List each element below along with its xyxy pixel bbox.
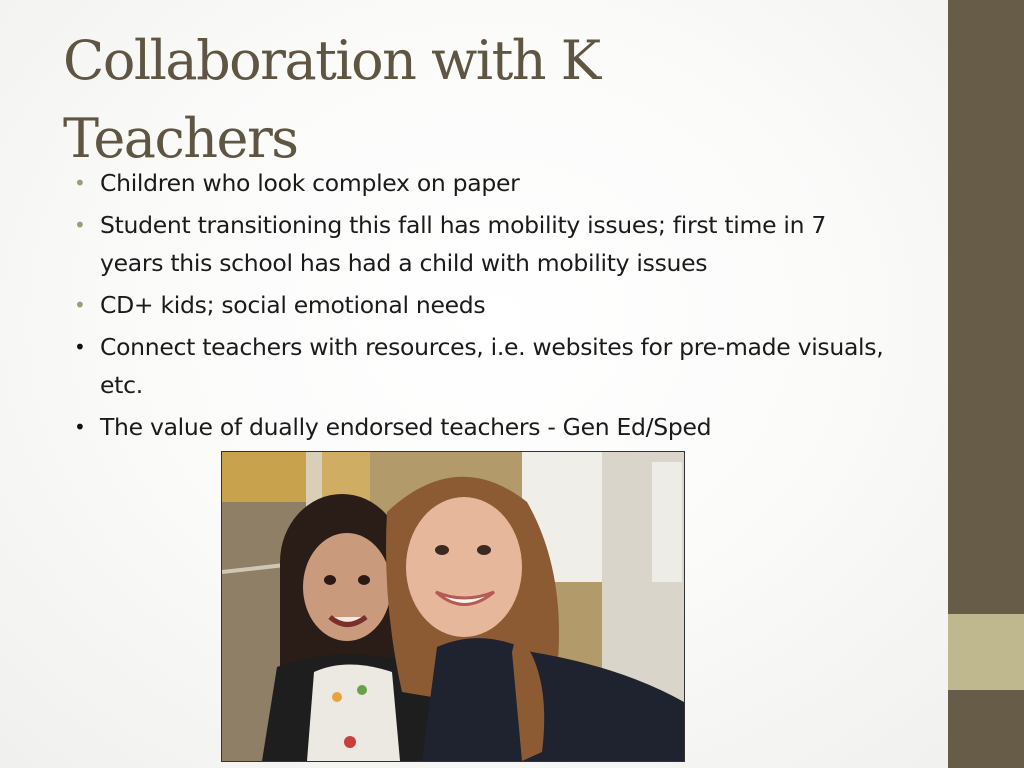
bullet-list [74, 164, 889, 450]
slide-title-line-1: Collaboration with K [63, 29, 600, 92]
photo-shirt-dot [332, 692, 342, 702]
bullet-item [74, 408, 889, 446]
bullet-item [74, 286, 889, 324]
photo-woman-eye-left [435, 545, 449, 555]
bullet-dot-icon: • [74, 213, 86, 237]
bullet-text: The value of dually endorsed teachers - Gen Ed/Sped [100, 413, 712, 441]
bullet-dot-icon: • [74, 415, 86, 439]
photo-wood-panel [222, 452, 312, 502]
sidebar-accent-block [948, 614, 1024, 690]
slide-title-line-2: Teachers [63, 107, 298, 170]
bullet-item [74, 164, 889, 202]
bullet-dot-icon: • [74, 293, 86, 317]
bullet-item [74, 328, 889, 404]
bullet-item [74, 206, 889, 282]
bullet-text: Student transitioning this fall has mobility issues; first time in 7 years this school has had a child with mobility issues [100, 211, 827, 277]
photo-teacher-and-student [221, 451, 685, 762]
photo-girl-eye-left [324, 575, 336, 585]
photo-shirt-dot [357, 685, 367, 695]
slide-title [63, 22, 823, 178]
photo-shirt-heart [344, 736, 356, 748]
photo-woman-face [406, 497, 522, 637]
bullet-dot-icon: • [74, 171, 86, 195]
bullet-text: CD+ kids; social emotional needs [100, 291, 486, 319]
bullet-dot-icon: • [74, 335, 86, 359]
photo-cabinet-drawers [652, 462, 682, 582]
bullet-text: Connect teachers with resources, i.e. websites for pre-made visuals, etc. [100, 333, 884, 399]
photo-woman-eye-right [477, 545, 491, 555]
photo-illustration [222, 452, 684, 761]
photo-girl-smile [330, 617, 366, 625]
photo-girl-eye-right [358, 575, 370, 585]
bullet-text: Children who look complex on paper [100, 169, 520, 197]
